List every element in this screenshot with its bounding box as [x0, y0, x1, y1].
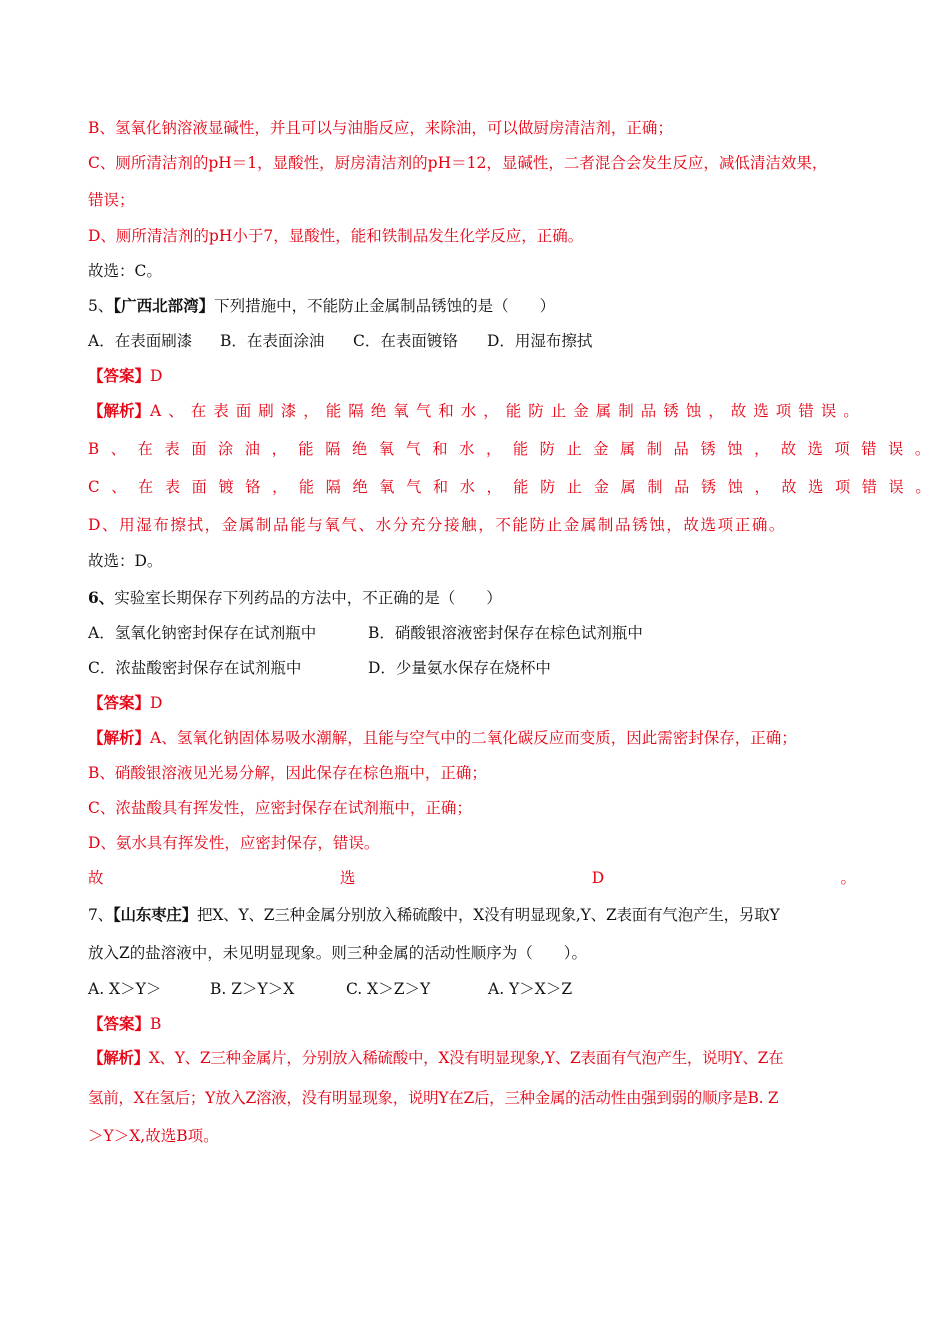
q7-source: 【山东枣庄】	[112, 905, 198, 924]
q7-analysis-line2: 氢前，X在氢后；Y放入Z溶液，没有明显现象，说明Y在Z后，三种金属的活动性由强到弱的顺序是B. Z	[88, 1089, 779, 1107]
q7-stem-line1	[88, 905, 780, 925]
q5-options	[88, 331, 592, 351]
q7-analysis-text1: X、Y、Z三种金属片，分别放入稀硫酸中，X没有明显现象,Y、Z表面有气泡产生，说明Y、Z在	[148, 1049, 784, 1067]
q6-options-row2	[88, 658, 551, 678]
q6-conclusion-part-3: D	[591, 869, 605, 887]
q5-analysis-a	[88, 401, 866, 421]
q5-answer-value: D	[150, 367, 163, 385]
q6-answer-label: 【答案】	[88, 693, 151, 712]
q4-analysis-c-line2: 错误；	[88, 191, 135, 209]
q5-answer-label: 【答案】	[88, 366, 151, 385]
q7-option-c: C. X＞Z＞Y	[346, 980, 431, 998]
q6-option-a: A．氢氧化钠密封保存在试剂瓶中	[88, 624, 317, 642]
q6-option-b: B．硝酸银溶液密封保存在棕色试剂瓶中	[368, 624, 643, 642]
q5-stem-line	[88, 296, 555, 316]
q5-analysis-c: C、在表面镀铬，能隔绝氧气和水，能防止金属制品锈蚀，故选项错误。	[88, 478, 943, 496]
q6-answer-value: D	[150, 694, 163, 712]
q6-conclusion	[88, 868, 856, 888]
q5-analysis-b: B、在表面涂油，能隔绝氧气和水，能防止金属制品锈蚀，故选项错误。	[88, 440, 942, 458]
q5-stem: 下列措施中，不能防止金属制品锈蚀的是（ ）	[214, 297, 556, 315]
q7-options	[88, 979, 572, 999]
q7-answer-label: 【答案】	[88, 1014, 151, 1033]
q6-conclusion-part-1: 故	[88, 869, 104, 887]
q6-stem-line	[88, 588, 502, 608]
q7-answer-value: B	[150, 1015, 162, 1033]
q7-option-b: B. Z＞Y＞X	[210, 980, 295, 998]
q5-option-a: A．在表面刷漆	[88, 332, 193, 350]
q4-conclusion: 故选：C。	[88, 262, 162, 280]
q4-analysis-b: B、氢氧化钠溶液显碱性，并且可以与油脂反应，来除油，可以做厨房清洁剂，正确；	[88, 119, 673, 137]
q6-analysis-b: B、硝酸银溶液见光易分解，因此保存在棕色瓶中，正确；	[88, 764, 487, 782]
q5-source: 【广西北部湾】	[113, 296, 215, 315]
q6-option-c: C．浓盐酸密封保存在试剂瓶中	[88, 659, 302, 677]
q6-conclusion-part-4: 。	[840, 869, 856, 887]
q5-number: 5、	[88, 297, 114, 315]
q4-analysis-c-line1: C、厕所清洁剂的pH＝1，显酸性，厨房清洁剂的pH＝12，显碱性，二者混合会发生反应，减低清洁效果，	[88, 154, 828, 172]
q6-stem: 实验室长期保存下列药品的方法中，不正确的是（ ）	[114, 589, 502, 607]
q5-analysis-label: 【解析】	[88, 401, 151, 420]
q5-analysis-d: D、用湿布擦拭，金属制品能与氧气、水分充分接触，不能防止金属制品锈蚀，故选项正确。	[88, 516, 787, 534]
q6-analysis-d: D、氨水具有挥发性，应密封保存，错误。	[88, 834, 380, 852]
q6-option-d: D．少量氨水保存在烧杯中	[368, 659, 551, 677]
q7-analysis-line3: ＞Y＞X,故选B项。	[88, 1127, 219, 1145]
q7-answer	[88, 1014, 161, 1034]
q7-analysis-line1	[88, 1048, 783, 1068]
q6-answer	[88, 693, 162, 713]
q6-number: 6、	[88, 588, 115, 607]
q5-option-b: B．在表面涂油	[220, 332, 325, 350]
q7-option-d: A. Y＞X＞Z	[488, 980, 573, 998]
q6-analysis-a-text: A、氢氧化钠固体易吸水潮解，且能与空气中的二氧化碳反应而变质，因此需密封保存，正确；	[150, 729, 797, 747]
q7-analysis-label: 【解析】	[88, 1048, 149, 1067]
q6-options-row1	[88, 623, 643, 643]
q6-conclusion-part-2: 选	[339, 869, 356, 887]
q5-option-d: D．用湿布擦拭	[487, 332, 593, 350]
q7-stem-line2: 放入Z的盐溶液中，未见明显现象。则三种金属的活动性顺序为（ ）。	[88, 944, 588, 962]
q5-analysis-a-text: A、在表面刷漆，能隔绝氧气和水，能防止金属制品锈蚀，故选项错误。	[150, 402, 866, 420]
q7-option-a: A. X＞Y＞	[88, 980, 162, 998]
q5-conclusion: 故选：D。	[88, 552, 163, 570]
q7-stem-text1: 把X、Y、Z三种金属分别放入稀硫酸中，X没有明显现象,Y、Z表面有气泡产生，另取Y	[197, 906, 780, 924]
q4-analysis-d: D、厕所清洁剂的pH小于7，显酸性，能和铁制品发生化学反应，正确。	[88, 227, 584, 245]
q6-analysis-label: 【解析】	[88, 728, 151, 747]
q6-analysis-a	[88, 728, 797, 748]
q5-answer	[88, 366, 162, 386]
q6-analysis-c: C、浓盐酸具有挥发性，应密封保存在试剂瓶中，正确；	[88, 799, 472, 817]
q7-number: 7、	[88, 906, 113, 924]
q5-option-c: C．在表面镀铬	[353, 332, 458, 350]
